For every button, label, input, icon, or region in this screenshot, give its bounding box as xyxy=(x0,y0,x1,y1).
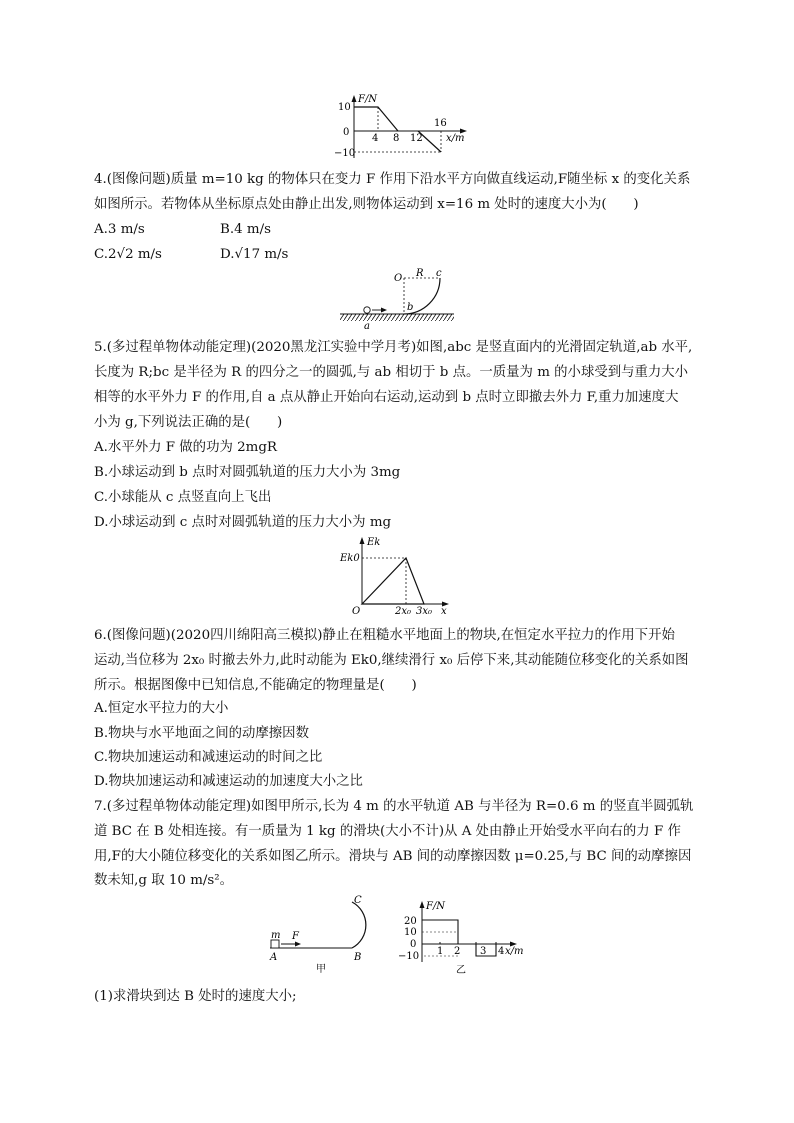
q6-x-tick-3x0: 3x₀ xyxy=(416,606,433,617)
q4-line-2: 如图所示。若物体从坐标原点处由静止出发,则物体运动到 x=16 m 处时的速度大小为( ) xyxy=(94,197,639,212)
q7-figure-yi xyxy=(396,898,532,976)
q6-y-tick-ek0: Ek0 xyxy=(340,553,360,564)
q7-yi-y-tick-neg10: −10 xyxy=(398,951,420,962)
q4-y-axis-label: F/N xyxy=(358,94,378,105)
q6-line-3: 所示。根据图像中已知信息,不能确定的物理量是( ) xyxy=(94,678,417,693)
q7-figure-jia xyxy=(262,894,388,976)
q7-line-3: 用,F的大小随位移变化的关系如图乙所示。滑块与 AB 间的动摩擦因数 μ=0.25,与 BC 间的动摩擦因 xyxy=(94,849,692,864)
q4-x-tick-4: 4 xyxy=(372,133,379,144)
q7-yi-caption: 乙 xyxy=(456,965,466,976)
q5-option-d: D.小球运动到 c 点时对圆弧轨道的压力大小为 mg xyxy=(94,515,392,530)
q7-line-2: 道 BC 在 B 处相连接。有一质量为 1 kg 的滑块(大小不计)从 A 处由静止开始受水平向右的力 F 作 xyxy=(94,824,681,839)
q5-option-b: B.小球运动到 b 点时对圆弧轨道的压力大小为 3mg xyxy=(94,465,401,480)
q4-x-tick-12: 12 xyxy=(410,133,423,144)
q7-yi-y-tick-0: 0 xyxy=(410,939,417,950)
q5-label-b: b xyxy=(407,302,414,313)
q6-line-1: 6.(图像问题)(2020四川绵阳高三模拟)静止在粗糙水平地面上的物块,在恒定水平拉力的作用下开始 xyxy=(94,628,675,643)
q4-y-tick-neg10: −10 xyxy=(334,148,356,159)
q6-option-c: C.物块加速运动和减速运动的时间之比 xyxy=(94,750,323,765)
q6-y-axis-label: Ek xyxy=(367,537,381,548)
q4-x-tick-8: 8 xyxy=(393,133,400,144)
q4-x-tick-16: 16 xyxy=(434,118,447,129)
q6-origin-label: O xyxy=(352,606,361,617)
q7-yi-x-tick-1: 1 xyxy=(437,946,444,957)
q7-line-1: 7.(多过程单物体动能定理)如图甲所示,长为 4 m 的水平轨道 AB 与半径为 R=0.6 m 的竖直半圆弧轨 xyxy=(94,799,694,814)
q7-yi-x-tick-4: 4 xyxy=(498,946,505,957)
q7-jia-label-b: B xyxy=(354,952,362,963)
q7-sub-question-1: (1)求滑块到达 B 处时的速度大小; xyxy=(94,989,297,1004)
q7-yi-x-tick-2: 2 xyxy=(454,946,461,957)
q6-x-axis-label: x xyxy=(441,606,447,617)
q6-x-tick-2x0: 2x₀ xyxy=(395,606,412,617)
q7-yi-x-axis-label: x/m xyxy=(505,946,524,957)
q6-line-2: 运动,当位移为 2x₀ 时撤去外力,此时动能为 Ek0,继续滑行 x₀ 后停下来,其动能随位移变化的关系如图 xyxy=(94,653,689,668)
q5-label-r: R xyxy=(416,268,424,279)
q7-line-4: 数未知,g 取 10 m/s²。 xyxy=(94,873,234,888)
q4-fx-graph xyxy=(330,92,480,164)
q4-line-1: 4.(图像问题)质量 m=10 kg 的物体只在变力 F 作用下沿水平方向做直线运动,F随坐标 x 的变化关系 xyxy=(94,172,691,187)
q5-line-1: 5.(多过程单物体动能定理)(2020黑龙江实验中学月考)如图,abc 是竖直面内的光滑固定轨道,ab 水平, xyxy=(94,340,693,355)
q7-jia-caption: 甲 xyxy=(316,964,326,975)
q5-label-a: a xyxy=(364,321,370,332)
q7-jia-label-c: C xyxy=(354,895,362,906)
q7-jia-label-a: A xyxy=(270,952,278,963)
q4-y-tick-0: 0 xyxy=(343,127,350,138)
q6-option-d: D.物块加速运动和减速运动的加速度大小之比 xyxy=(94,774,363,789)
q6-option-a: A.恒定水平拉力的大小 xyxy=(94,701,229,716)
q5-track-figure xyxy=(336,266,460,332)
q7-yi-y-tick-20: 20 xyxy=(404,916,417,927)
q5-label-o: O xyxy=(394,273,403,284)
q5-line-3: 相等的水平外力 F 的作用,自 a 点从静止开始向右运动,运动到 b 点时立即撤去外力 F,重力加速度大 xyxy=(94,390,679,405)
q5-line-2: 长度为 R;bc 是半径为 R 的四分之一的圆弧,与 ab 相切于 b 点。一质量为 m 的小球受到与重力大小 xyxy=(94,365,689,380)
q4-option-c: C.2√2 m/s xyxy=(94,247,162,262)
q7-jia-label-f: F xyxy=(292,931,299,942)
q6-ek-x-graph xyxy=(338,534,460,618)
q5-label-c: c xyxy=(436,268,442,279)
q7-yi-y-tick-10: 10 xyxy=(404,927,417,938)
q4-y-tick-10: 10 xyxy=(338,102,351,113)
q4-option-a: A.3 m/s xyxy=(94,222,145,237)
q7-yi-y-axis-label: F/N xyxy=(426,901,446,912)
q4-option-b: B.4 m/s xyxy=(220,222,271,237)
q4-x-axis-label: x/m xyxy=(446,133,465,144)
q7-yi-x-tick-3: 3 xyxy=(480,946,487,957)
q5-line-4: 小为 g,下列说法正确的是( ) xyxy=(94,415,283,430)
q5-option-c: C.小球能从 c 点竖直向上飞出 xyxy=(94,490,272,505)
q6-option-b: B.物块与水平地面之间的动摩擦因数 xyxy=(94,726,309,741)
q5-option-a: A.水平外力 F 做的功为 2mgR xyxy=(94,440,277,455)
q4-option-d: D.√17 m/s xyxy=(220,247,289,262)
q7-jia-label-m: m xyxy=(271,930,281,941)
